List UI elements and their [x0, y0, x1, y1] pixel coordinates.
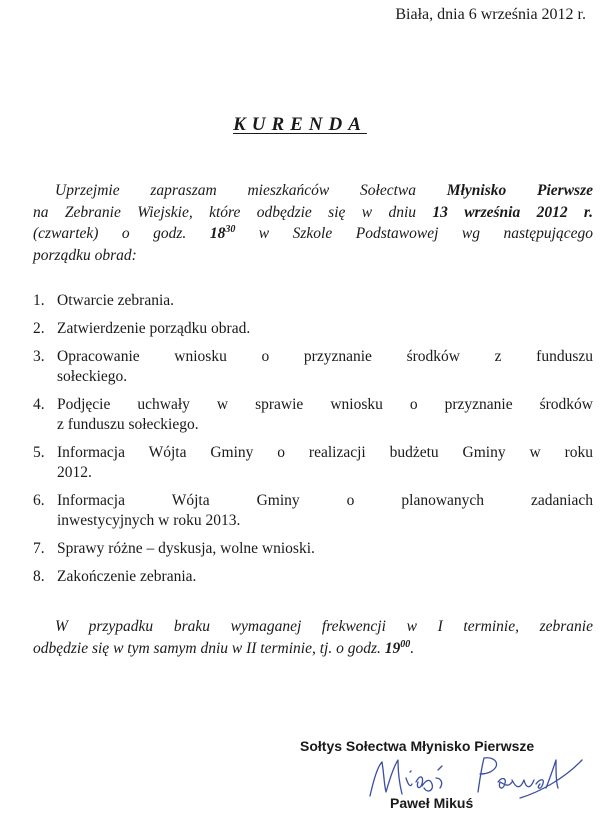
agenda-item: [33, 539, 593, 559]
note-line-2: [33, 638, 593, 660]
agenda-item-line: Podjęcie uchwały w sprawie wniosku o przyznanie środków: [57, 396, 593, 413]
agenda-item-text: [33, 491, 593, 531]
meeting-date: 13 września 2012 r.: [432, 203, 593, 221]
note-text: odbędzie się w tym samym dniu w II terminie, tj. o godz.: [33, 639, 385, 657]
agenda-item-number: 8.: [33, 568, 45, 585]
second-term-time: [385, 640, 411, 657]
village-name: Młynisko Pierwsze: [446, 182, 593, 199]
agenda-item: [33, 567, 593, 587]
agenda-item-text: [33, 347, 593, 387]
note-text: .: [410, 639, 415, 657]
agenda-item-number: 4.: [33, 396, 45, 413]
agenda-item-line: Informacja Wójta Gminy o planowanych zadaniach: [57, 492, 593, 509]
agenda-item-line: Sprawy różne – dyskusja, wolne wnioski.: [57, 540, 315, 557]
second-term-hour: 19: [384, 639, 401, 657]
agenda-item-line: sołeckiego.: [57, 368, 128, 385]
intro-line-1: [33, 180, 593, 202]
agenda-item: [33, 395, 593, 435]
agenda-item-line: z funduszu sołeckiego.: [57, 416, 199, 433]
agenda-item-line: Zatwierdzenie porządku obrad.: [57, 320, 251, 337]
intro-line-4: porządku obrad:: [33, 246, 137, 264]
agenda-item-text: [33, 319, 593, 339]
meeting-minutes: 30: [225, 223, 236, 235]
intro-text: Uprzejmie zapraszam mieszkańców Sołectwa: [55, 182, 447, 199]
intro-paragraph: [33, 180, 593, 266]
agenda-item-line: 2012.: [57, 464, 92, 481]
document-title: [0, 114, 600, 136]
agenda-item-text: [33, 539, 593, 559]
agenda-item-number: 3.: [33, 348, 45, 365]
agenda-item-line: Zakończenie zebrania.: [57, 568, 197, 585]
note-line-1: W przypadku braku wymaganej frekwencji w I terminie, zebranie: [55, 618, 593, 635]
agenda-item-number: 2.: [33, 320, 45, 337]
agenda-item-number: 6.: [33, 492, 45, 509]
agenda-item: [33, 291, 593, 311]
second-term-minutes: 00: [400, 638, 411, 650]
meeting-time: [210, 225, 236, 242]
agenda-item-number: 5.: [33, 444, 45, 461]
agenda-list: [33, 291, 593, 595]
agenda-item-line: Otwarcie zebrania.: [57, 292, 175, 309]
intro-text: (czwartek) o godz.: [33, 225, 210, 242]
intro-text: w Szkole Podstawowej wg następującego: [235, 225, 594, 242]
agenda-item-line: Informacja Wójta Gminy o realizacji budżetu Gminy w roku: [57, 444, 593, 461]
title-text: KURENDA: [233, 114, 367, 135]
signatory-name: Paweł Mikuś: [390, 795, 474, 811]
agenda-item-text: [33, 395, 593, 435]
intro-text: na Zebranie Wiejskie, które odbędzie się w dniu: [33, 203, 433, 221]
agenda-item-number: 7.: [33, 540, 45, 557]
intro-line-2: [33, 202, 593, 224]
intro-line-3: [33, 223, 593, 245]
signatory-title: Sołtys Sołectwa Młynisko Pierwsze: [300, 738, 535, 754]
agenda-item: [33, 491, 593, 531]
agenda-item-number: 1.: [33, 292, 45, 309]
agenda-item-text: [33, 567, 593, 587]
agenda-item: [33, 347, 593, 387]
agenda-item-line: inwestycyjnych w roku 2013.: [57, 512, 241, 529]
meeting-hour: 18: [209, 225, 226, 242]
agenda-item: [33, 319, 593, 339]
date-line: Biała, dnia 6 września 2012 r.: [395, 6, 586, 23]
agenda-item: [33, 443, 593, 483]
agenda-item-text: [33, 443, 593, 483]
quorum-note: [33, 616, 593, 659]
agenda-item-line: Opracowanie wniosku o przyznanie środków z funduszu: [57, 348, 593, 365]
agenda-item-text: [33, 291, 593, 311]
